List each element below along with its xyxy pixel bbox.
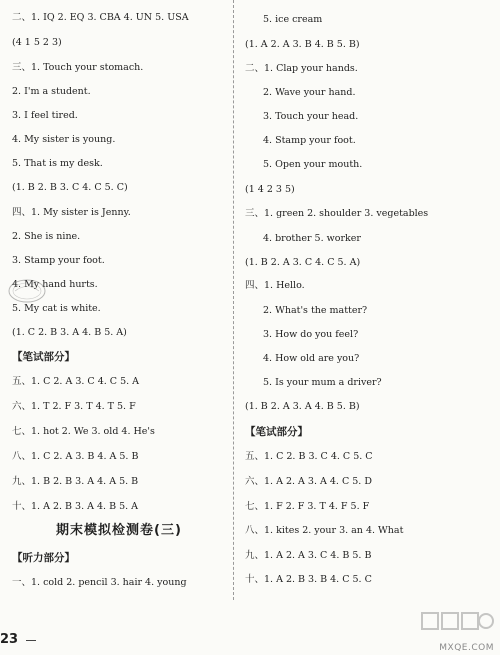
answer-line: 九、1. B 2. B 3. A 4. A 5. B	[12, 476, 139, 487]
answer-line: 4. My hand hurts.	[12, 279, 98, 290]
answer-line: 3. Stamp your foot.	[12, 255, 105, 266]
answer-line: 2. What's the matter?	[263, 305, 368, 316]
answer-line: (1 4 2 3 5)	[245, 184, 295, 195]
answer-line: (1. B 2. B 3. C 4. C 5. C)	[12, 182, 128, 193]
answer-line: 3. How do you feel?	[263, 329, 359, 340]
answer-line: 2. Wave your hand.	[263, 87, 356, 98]
page-number-dash	[26, 640, 36, 641]
answer-line: 九、1. A 2. A 3. C 4. B 5. B	[245, 550, 372, 561]
page-number: 23	[0, 632, 19, 647]
answer-line: 4. Stamp your foot.	[263, 135, 356, 146]
answer-line: 六、1. A 2. A 3. A 4. C 5. D	[245, 476, 372, 487]
answer-line: 十、1. A 2. B 3. B 4. C 5. C	[245, 574, 372, 585]
answer-line: 二、1. Clap your hands.	[245, 63, 358, 74]
answer-line: 五、1. C 2. B 3. C 4. C 5. C	[245, 451, 373, 462]
watermark-text: MXQE.COM	[439, 643, 494, 653]
section-heading: 【笔试部分】	[245, 426, 308, 438]
answer-line: (4 1 5 2 3)	[12, 37, 62, 48]
answer-line: 2. I'm a student.	[12, 86, 91, 97]
answer-line: 十、1. A 2. B 3. A 4. B 5. A	[12, 501, 139, 512]
exam-title: 期末模拟检测卷(三)	[56, 523, 182, 538]
answer-line: 四、1. Hello.	[245, 280, 305, 291]
answer-line: 4. brother 5. worker	[263, 233, 361, 244]
answer-line: 三、1. Touch your stomach.	[12, 62, 144, 73]
section-heading: 【笔试部分】	[12, 351, 75, 363]
answer-line: 七、1. hot 2. We 3. old 4. He's	[12, 426, 155, 437]
answer-line: (1. C 2. B 3. A 4. B 5. A)	[12, 327, 127, 338]
answer-line: 八、1. kites 2. your 3. an 4. What	[245, 525, 404, 536]
column-divider	[233, 0, 234, 600]
stamp-icon	[6, 276, 48, 306]
answer-line: 一、1. cold 2. pencil 3. hair 4. young	[12, 577, 187, 588]
answer-line: 5. Open your mouth.	[263, 159, 363, 170]
answer-line: 七、1. F 2. F 3. T 4. F 5. F	[245, 501, 370, 512]
answer-line: 三、1. green 2. shoulder 3. vegetables	[245, 208, 429, 219]
answer-line: 六、1. T 2. F 3. T 4. T 5. F	[12, 401, 136, 412]
answer-line: 5. That is my desk.	[12, 158, 103, 169]
answer-line: 5. Is your mum a driver?	[263, 377, 382, 388]
section-heading: 【听力部分】	[12, 552, 75, 564]
answer-line: 3. I feel tired.	[12, 110, 78, 121]
answer-line: 五、1. C 2. A 3. C 4. C 5. A	[12, 376, 140, 387]
answer-line: 5. My cat is white.	[12, 303, 101, 314]
answer-line: 八、1. C 2. A 3. B 4. A 5. B	[12, 451, 139, 462]
answer-line: 2. She is nine.	[12, 231, 81, 242]
answer-line: 5. ice cream	[263, 14, 323, 25]
answer-line: (1. A 2. A 3. B 4. B 5. B)	[245, 39, 360, 50]
answer-line: 四、1. My sister is Jenny.	[12, 207, 131, 218]
answer-line: 二、1. IQ 2. EQ 3. CBA 4. UN 5. USA	[12, 12, 189, 23]
answer-line: 4. How old are you?	[263, 353, 360, 364]
answer-line: (1. B 2. A 3. C 4. C 5. A)	[245, 257, 361, 268]
answer-line: (1. B 2. A 3. A 4. B 5. B)	[245, 401, 360, 412]
answer-line: 3. Touch your head.	[263, 111, 359, 122]
answer-line: 4. My sister is young.	[12, 134, 116, 145]
